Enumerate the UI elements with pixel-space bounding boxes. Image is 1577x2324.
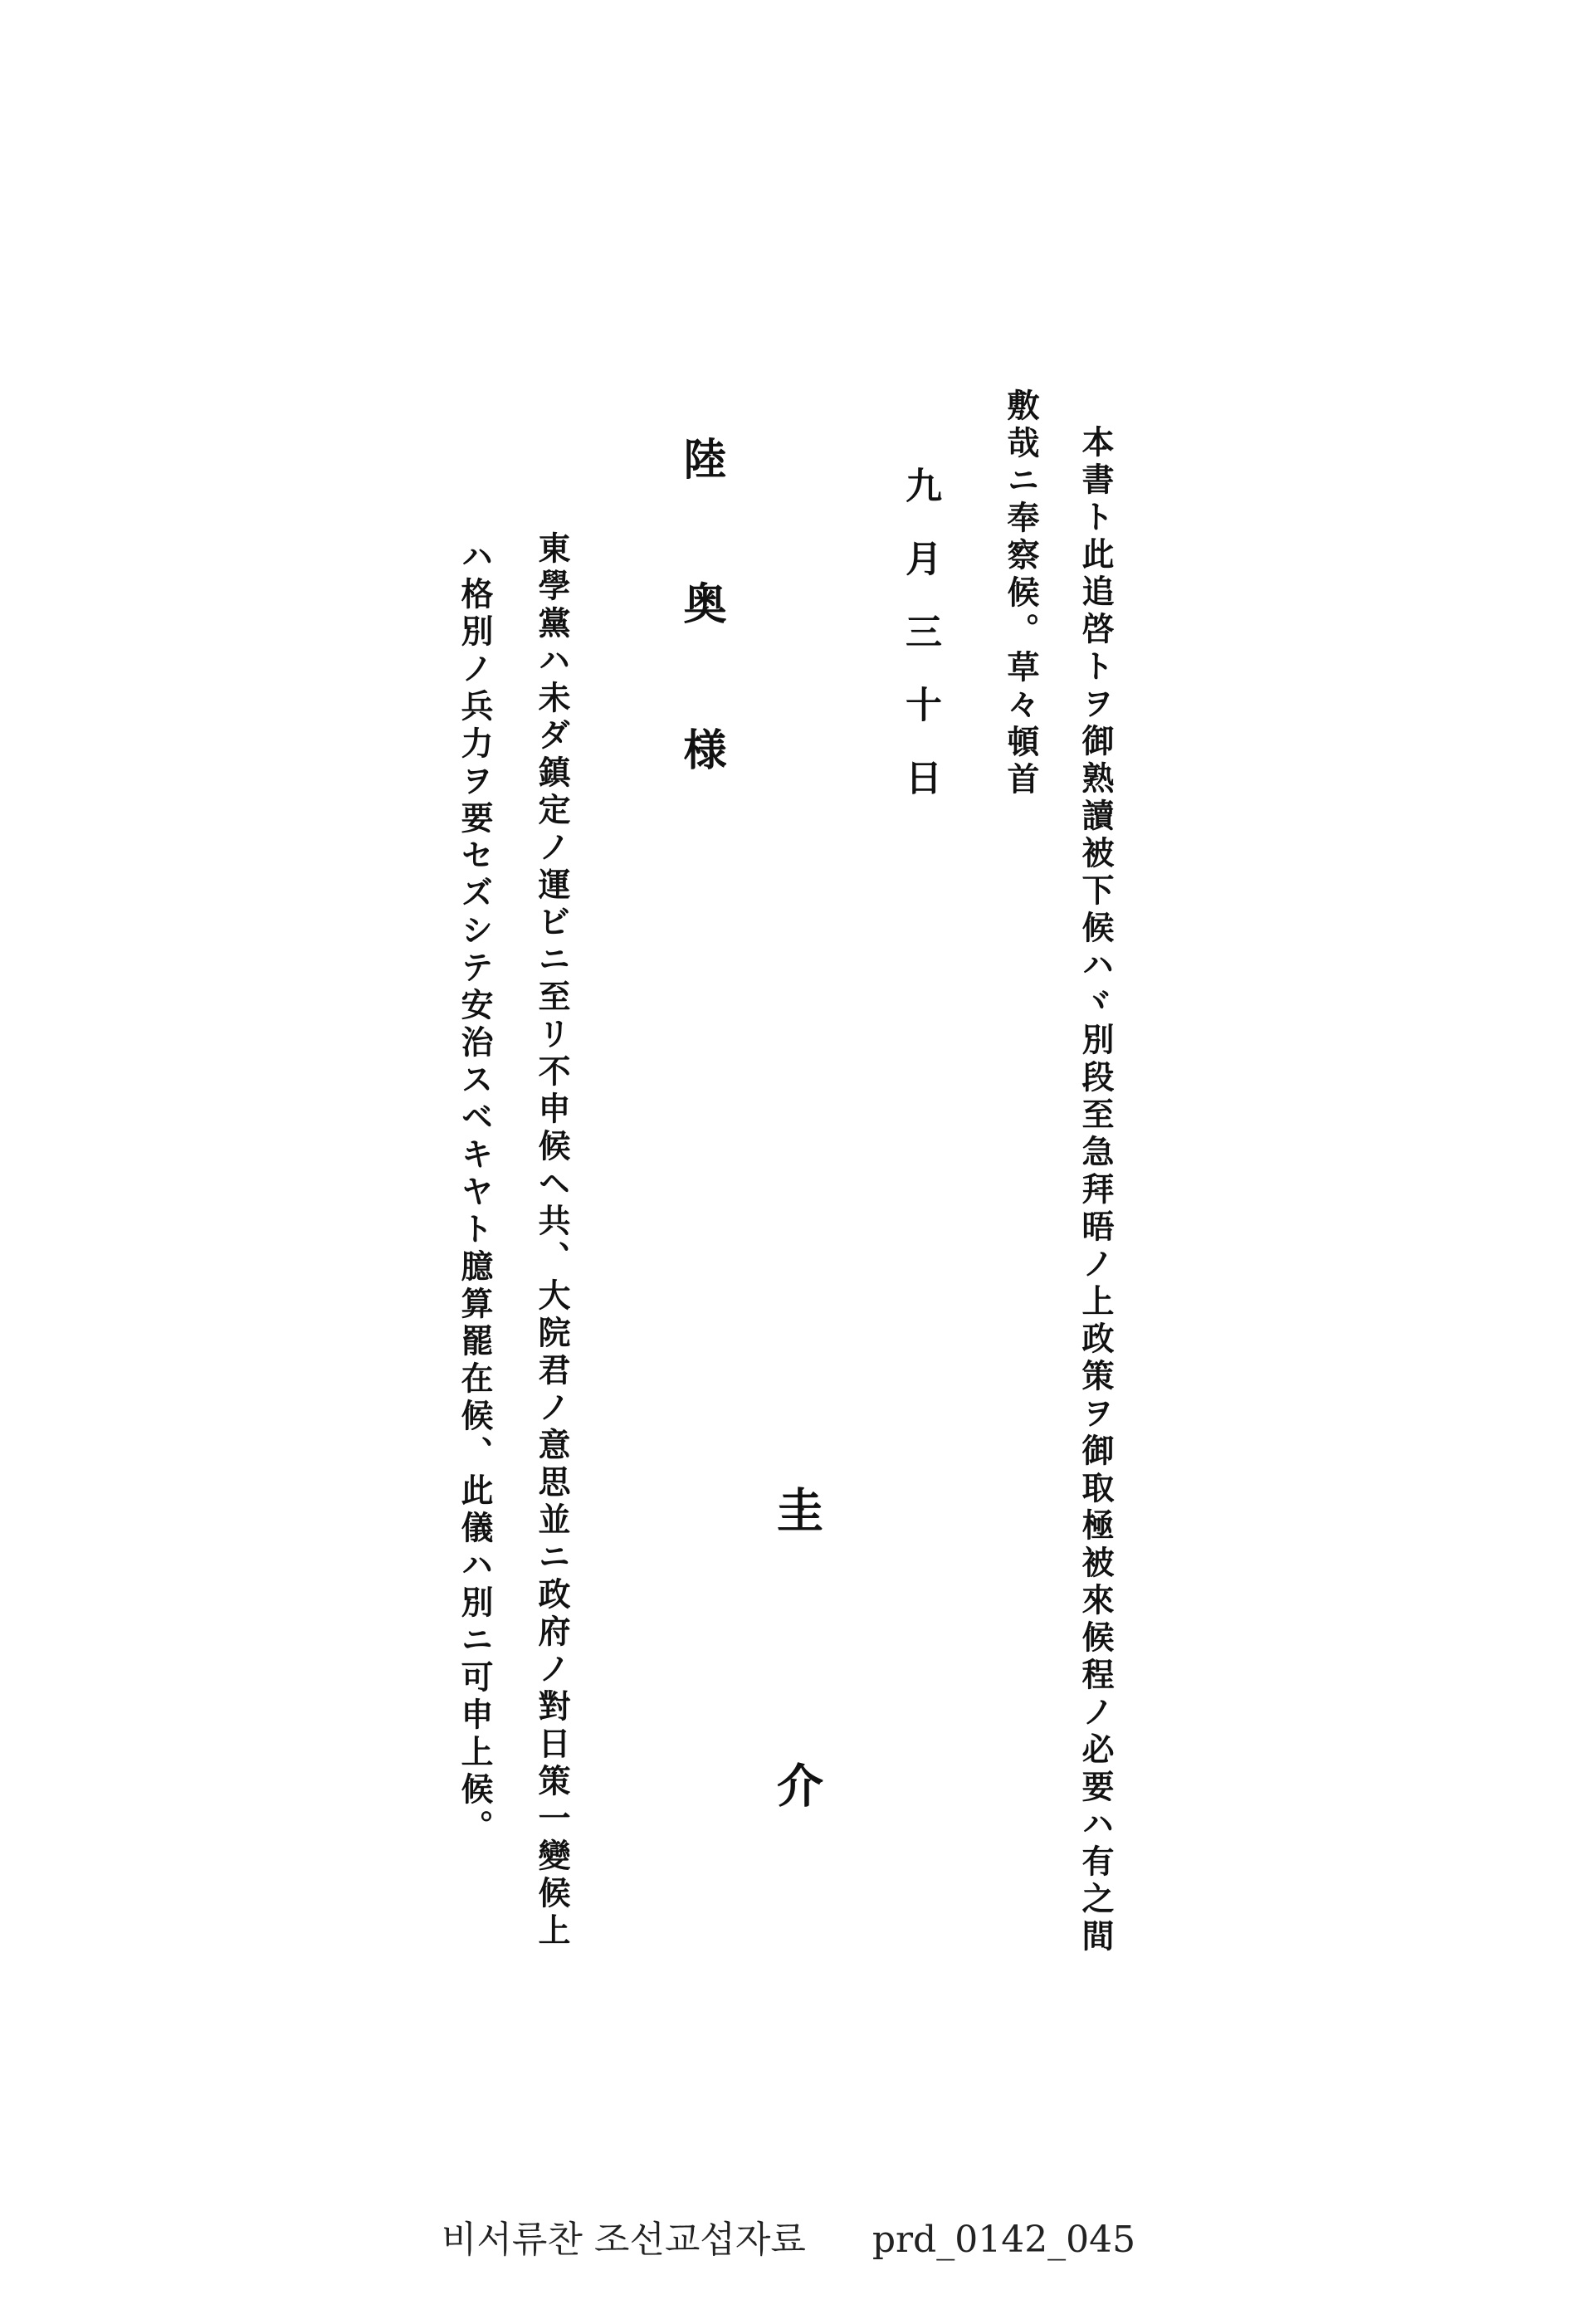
footer-collection-title: 비서류찬 조선교섭자료 — [441, 2219, 806, 2261]
page-footer — [0, 2209, 1577, 2263]
addressee-honorific: 様 — [676, 727, 726, 770]
addressee-name-part1: 陸 — [676, 437, 726, 480]
postscript-line-2: ハ格別ノ兵力ヲ要セズシテ安治スベキヤト臆算罷在候、此儀ハ別ニ可申上候。 — [456, 540, 494, 1847]
footer-document-id: prd_0142_045 — [872, 2219, 1136, 2261]
letter-line-1: 本書ト此追啓トヲ御熟讀被下候ハヾ別段至急拜晤ノ上政策ヲ御取極被來候程ノ必要ハ有之間 — [1077, 425, 1115, 1956]
sender-name-part1: 圭 — [769, 1486, 824, 1532]
letter-date: 九月三十日 — [899, 466, 941, 832]
postscript-line-1: 東學黨ハ未ダ鎮定ノ運ビニ至リ不申候ヘ共、大院君ノ意思並ニ政府ノ對日策一變候上 — [533, 531, 571, 1950]
letter-line-2: 敷哉ニ奉察候。草々頓首 — [1002, 388, 1040, 799]
addressee-name-part2: 奥 — [676, 581, 726, 624]
sender-name-part2: 介 — [769, 1761, 824, 1808]
